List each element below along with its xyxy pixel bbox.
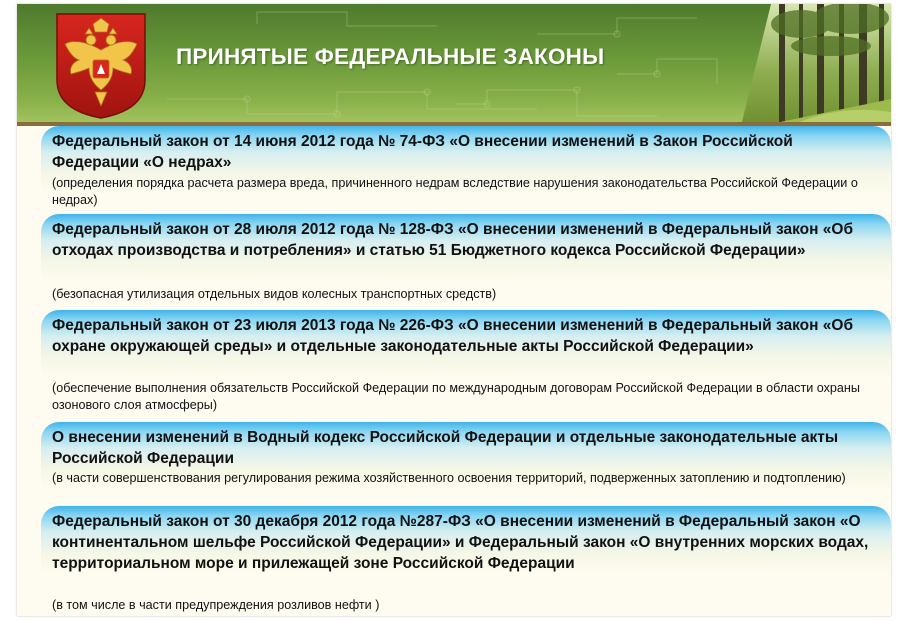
russian-coat-of-arms-icon (53, 10, 149, 120)
law-title: Федеральный закон от 23 июля 2013 года № 226-ФЗ «О внесении изменений в Федеральный закон «Об охране окружающей среды» и отдельные законодательные акты Российской Федерации» (52, 317, 854, 355)
law-item (41, 214, 891, 310)
law-item (41, 506, 891, 616)
header-banner (17, 4, 891, 126)
law-title: О внесении изменений в Водный кодекс Российской Федерации и отдельные законодательные акты Российской Федерации (52, 429, 839, 467)
forest-photo (741, 4, 891, 126)
law-item (41, 422, 891, 506)
page-title: ПРИНЯТЫЕ ФЕДЕРАЛЬНЫЕ ЗАКОНЫ (176, 44, 605, 69)
law-note: (в том числе в части предупреждения розливов нефти ) (52, 598, 380, 612)
law-title: Федеральный закон от 28 июля 2012 года № 128-ФЗ «О внесении изменений в Федеральный закон «Об отходах производства и потребления» и статью 51 Бюджетного кодекса Российской Федерации» (52, 221, 854, 259)
law-item (41, 310, 891, 422)
law-note: (в части совершенствования регулирования режима хозяйственного освоения территорий, подверженных затоплению и подтоплению) (52, 471, 846, 485)
law-item (41, 126, 891, 214)
law-title: Федеральный закон от 14 июня 2012 года № 74-ФЗ «О внесении изменений в Закон Российской Федерации «О недрах» (52, 133, 793, 171)
law-title: Федеральный закон от 30 декабря 2012 года №287-ФЗ «О внесении изменений в Федеральный закон «О континентальном шельфе Российской Федерации» и Федеральный закон «О внутренних морских водах, территориальном море и прилежащей зоне Российской Федерации (52, 513, 869, 572)
law-note: (определения порядка расчета размера вреда, причиненного недрам вследствие нарушения законодательства Российской Федерации о недрах) (52, 176, 858, 207)
law-note: (обеспечение выполнения обязательств Российской Федерации по международным договорам Российской Федерации в области охраны озонового слоя атмосферы) (52, 381, 860, 412)
slide (17, 4, 891, 616)
law-note: (безопасная утилизация отдельных видов колесных транспортных средств) (52, 287, 497, 301)
